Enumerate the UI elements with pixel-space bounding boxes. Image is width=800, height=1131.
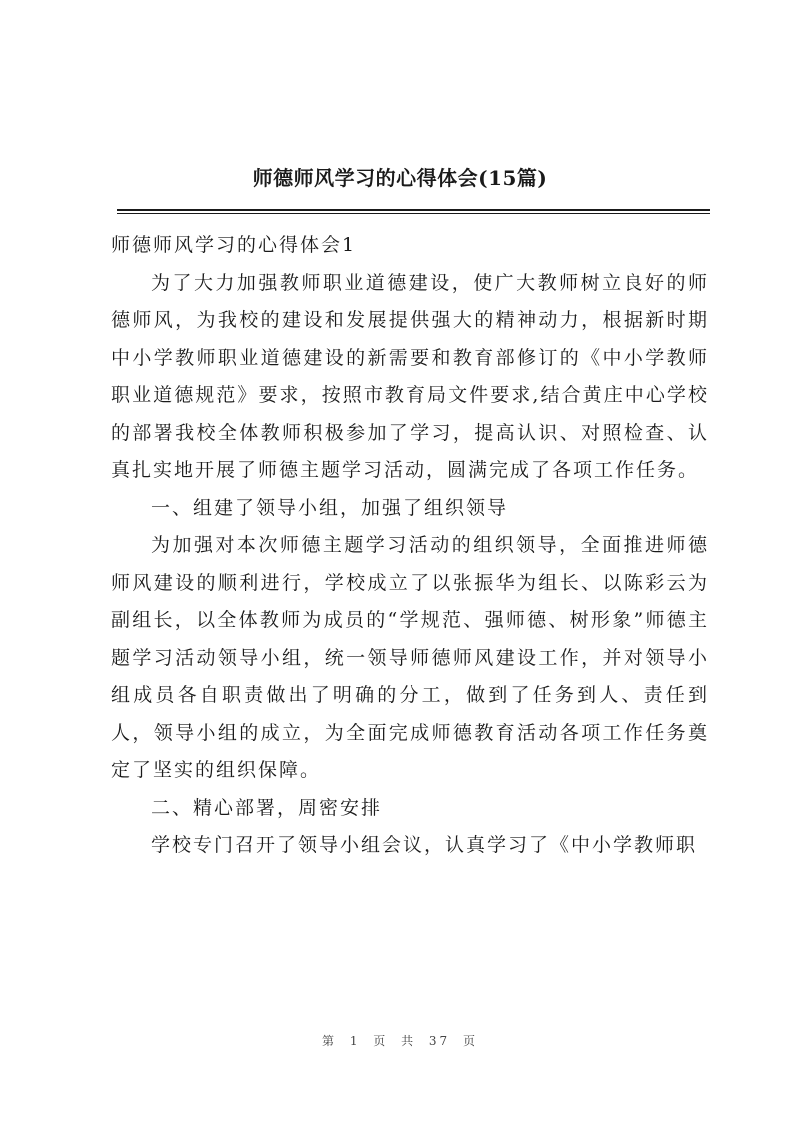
document-body: [111, 227, 709, 865]
subheading-one: 一、组建了领导小组，加强了组织领导: [151, 496, 509, 519]
page-title: 师德师风学习的心得体会(15篇): [252, 166, 548, 190]
body-paragraph-intro: 为了大力加强教师职业道德建设，使广大教师树立良好的师德师风，为我校的建设和发展提供强大的精神动力，根据新时期中小学教师职业道德建设的新需要和教育部修订的《中小学教师职业道德规范》要求，按照市教育局文件要求,结合黄庄中心学校的部署我校全体教师积极参加了学习，提高认识、对照检查、认真扎实地开展了师德主题学习活动，圆满完成了各项工作任务。: [111, 271, 709, 481]
page-number-footer: 第 1 页 共 37 页: [322, 1034, 478, 1048]
subheading-two: 二、精心部署，周密安排: [151, 796, 383, 819]
title-divider-thin: [117, 213, 710, 214]
section-heading: 师德师风学习的心得体会1: [111, 234, 357, 256]
body-paragraph-meeting: 学校专门召开了领导小组会议，认真学习了《中小学教师职: [151, 834, 698, 856]
body-paragraph-leadership: 为加强对本次师德主题学习活动的组织领导，全面推进师德师风建设的顺利进行，学校成立了以张振华为组长、以陈彩云为副组长，以全体教师为成员的“学规范、强师德、树形象”师德主题学习活动领导小组，统一领导师德师风建设工作，并对领导小组成员各自职责做出了明确的分工，做到了任务到人、责任到人，领导小组的成立，为全面完成师德教育活动各项工作任务奠定了坚实的组织保障。: [111, 534, 709, 781]
title-divider-thick: [117, 209, 710, 211]
